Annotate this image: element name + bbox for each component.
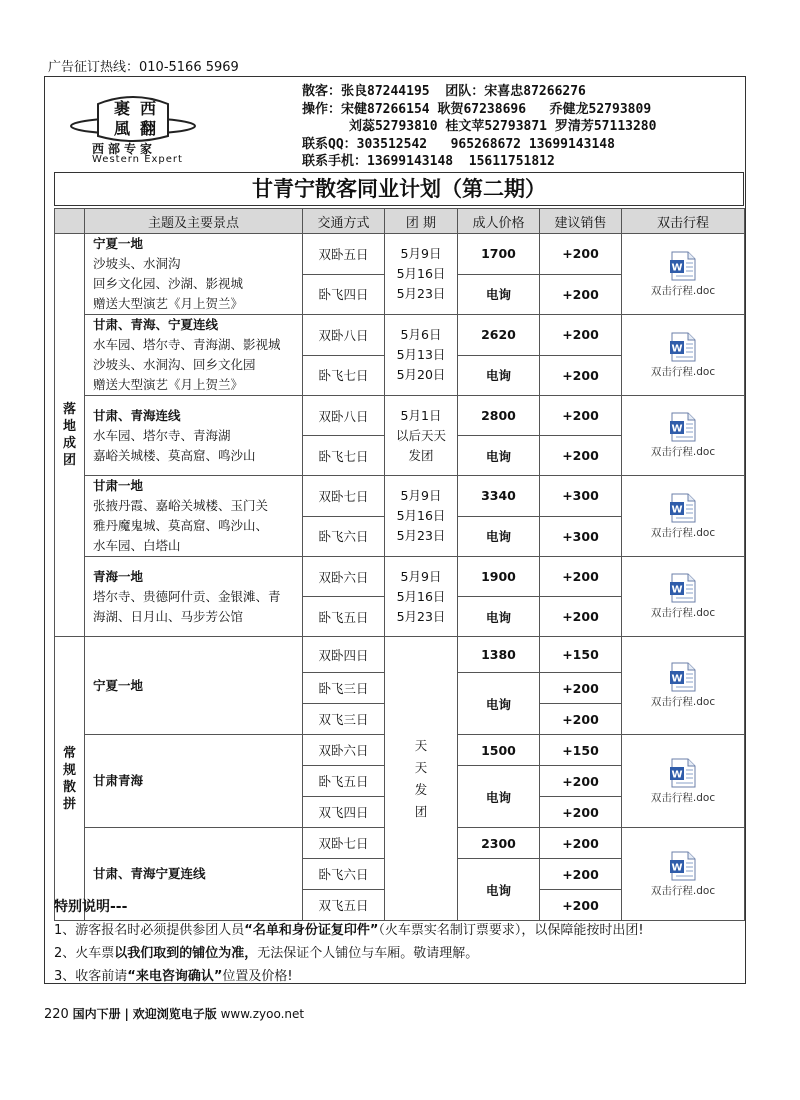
route-sights: 沙坡头、水洞沟 [93, 256, 181, 271]
transport-cell: 双卧七日 [303, 828, 385, 859]
suggested-sale-cell: +200 [540, 673, 622, 704]
daily-departure-char: 天 [414, 759, 428, 775]
daily-departure-char: 天 [414, 737, 428, 753]
itinerary-doc-link[interactable] [622, 315, 745, 396]
word-doc-icon [670, 851, 696, 881]
tour-dates [385, 315, 458, 396]
suggested-sale-cell: +200 [540, 234, 622, 275]
footer-divider: | [124, 1007, 129, 1021]
word-doc-icon [670, 251, 696, 281]
transport-cell: 双卧六日 [303, 557, 385, 597]
footer-url[interactable]: www.zyoo.net [220, 1007, 305, 1021]
transport-cell: 双卧八日 [303, 396, 385, 436]
itinerary-doc-filename: 双击行程.doc [650, 696, 716, 708]
svg-text:W: W [671, 862, 683, 873]
suggested-sale-cell: +200 [540, 797, 622, 828]
table-row [55, 476, 745, 517]
logo-seal-char: 裹 [114, 99, 131, 118]
word-doc-icon [670, 758, 696, 788]
suggested-sale-cell: +300 [540, 516, 622, 557]
table-row [55, 234, 745, 275]
special-notes [54, 896, 744, 988]
transport-cell: 双卧六日 [303, 735, 385, 766]
header-blank [55, 209, 85, 234]
suggested-sale-cell: +200 [540, 436, 622, 476]
price-cell: 电询 [458, 274, 540, 315]
contact-block [302, 83, 656, 171]
price-cell: 1500 [458, 735, 540, 766]
contact-line: 操作：宋健87266154 耿贺67238696 乔健龙52793809 [302, 101, 652, 117]
section-label-char: 团 [62, 453, 76, 468]
tour-date: 5月13日 [396, 347, 446, 362]
suggested-sale-cell: +300 [540, 476, 622, 517]
note-text: 2、火车票 [54, 946, 115, 961]
route-sights: 张掖丹霞、嘉峪关城楼、玉门关 [93, 498, 269, 513]
tour-date: 5月20日 [396, 367, 446, 382]
contact-line: 散客：张良87244195 团队：宋喜忠87266276 [302, 84, 586, 99]
table-row [55, 637, 745, 673]
route-sights: 嘉峪关城楼、莫高窟、鸣沙山 [93, 447, 256, 463]
route-name: 甘肃、青海连线 [93, 407, 181, 423]
section-label-char: 规 [62, 762, 76, 778]
tour-date: 5月9日 [400, 488, 442, 503]
section-label-char: 拼 [62, 796, 76, 812]
section-label-char: 常 [62, 745, 76, 761]
transport-cell: 双卧四日 [303, 637, 385, 673]
suggested-sale-cell: +150 [540, 637, 622, 673]
suggested-sale-cell: +200 [540, 597, 622, 637]
table-row [55, 315, 745, 356]
transport-cell: 卧飞六日 [303, 859, 385, 890]
route-sights: 沙坡头、水洞沟、回乡文化园 [93, 357, 256, 372]
price-cell: 1700 [458, 234, 540, 275]
header-itinerary: 双击行程 [622, 209, 745, 234]
svg-text:W: W [671, 262, 683, 273]
route-name: 甘肃、青海、宁夏连线 [93, 317, 219, 332]
price-cell: 2620 [458, 315, 540, 356]
tour-dates [385, 557, 458, 637]
svg-text:W: W [671, 673, 683, 685]
note-text: 无法保证个人铺位与车厢。敬请理解。 [257, 946, 479, 961]
logo-seal-char: 西 [140, 99, 157, 118]
route-sights: 赠送大型演艺《月上贺兰》 [93, 296, 244, 311]
section-label-char: 地 [62, 419, 76, 434]
transport-cell: 双卧七日 [303, 476, 385, 517]
transport-cell: 双飞三日 [303, 704, 385, 735]
note-text: （火车票实名制订票要求），以保障能按时出团! [378, 923, 644, 938]
word-doc-icon [670, 662, 696, 692]
route-topic [85, 476, 303, 557]
section-label [55, 234, 85, 637]
itinerary-doc-link[interactable] [622, 557, 745, 637]
logo-seal-char: 風 [114, 119, 131, 138]
route-name: 甘肃青海 [93, 773, 144, 788]
route-sights: 塔尔寺、贵德阿什贡、金银滩、青 [93, 588, 281, 604]
itinerary-doc-filename: 双击行程.doc [650, 365, 716, 378]
suggested-sale-cell: +200 [540, 315, 622, 356]
suggested-sale-cell: +200 [540, 355, 622, 396]
route-sights: 水车园、塔尔寺、青海湖、影视城 [93, 337, 281, 352]
tour-dates [385, 396, 458, 476]
note-text: 3、收客前请 [54, 969, 128, 984]
note-item [54, 919, 744, 942]
price-cell: 电询 [458, 597, 540, 637]
header-transport: 交通方式 [303, 209, 385, 234]
header-sale: 建议销售 [540, 209, 622, 234]
tour-date: 5月9日 [400, 568, 442, 584]
route-topic [85, 735, 303, 828]
brand-name-cn: 西部专家 [92, 142, 157, 156]
note-item [54, 942, 744, 965]
suggested-sale-cell: +150 [540, 735, 622, 766]
price-cell: 2300 [458, 828, 540, 859]
logo-seal-char: 翻 [140, 119, 157, 138]
route-name: 宁夏一地 [93, 677, 144, 693]
route-sights: 赠送大型演艺《月上贺兰》 [93, 377, 244, 392]
tour-date: 5月16日 [396, 508, 446, 523]
suggested-sale-cell: +200 [540, 890, 622, 921]
word-doc-icon [670, 412, 696, 442]
price-cell: 电询 [458, 766, 540, 828]
tour-date: 以后天天 [395, 427, 446, 443]
tour-dates [385, 476, 458, 557]
route-sights: 水车园、白塔山 [93, 538, 181, 553]
footer-section: 国内下册 [72, 1007, 121, 1021]
section-label [55, 637, 85, 921]
route-name: 甘肃、青海宁夏连线 [93, 866, 206, 881]
route-name: 宁夏一地 [93, 236, 144, 251]
transport-cell: 卧飞六日 [303, 516, 385, 557]
header-topic: 主题及主要景点 [85, 209, 303, 234]
plan-title: 甘青宁散客同业计划（第二期） [54, 172, 744, 206]
suggested-sale-cell: +200 [540, 766, 622, 797]
itinerary-doc-link[interactable] [622, 637, 745, 735]
itinerary-doc-filename: 双击行程.doc [650, 791, 716, 804]
note-emphasis: 以我们取到的铺位为准， [114, 946, 258, 961]
contact-line: 联系手机：13699143148 15611751812 [302, 154, 555, 170]
section-label-char: 散 [62, 779, 76, 795]
price-cell: 电询 [458, 516, 540, 557]
word-doc-icon [670, 493, 696, 523]
svg-text:W: W [671, 504, 683, 515]
tour-plan-table [54, 208, 745, 921]
suggested-sale-cell: +200 [540, 557, 622, 597]
itinerary-doc-filename: 双击行程.doc [650, 607, 716, 619]
transport-cell: 双飞五日 [303, 890, 385, 921]
itinerary-doc-filename: 双击行程.doc [650, 526, 716, 539]
price-cell: 1900 [458, 557, 540, 597]
table-header-row [55, 209, 745, 234]
svg-text:W: W [671, 769, 683, 780]
route-sights: 雅丹魔鬼城、莫高窟、鸣沙山、 [93, 518, 269, 533]
tour-date: 5月23日 [396, 528, 446, 543]
transport-cell: 卧飞七日 [303, 436, 385, 476]
transport-cell: 卧飞七日 [303, 355, 385, 396]
transport-cell: 双卧五日 [303, 234, 385, 275]
route-topic [85, 315, 303, 396]
note-text: 位置及价格! [222, 969, 293, 984]
word-doc-icon [670, 573, 696, 603]
route-topic [85, 637, 303, 735]
price-cell: 2800 [458, 396, 540, 436]
tour-date: 5月9日 [400, 246, 442, 261]
price-cell: 3340 [458, 476, 540, 517]
transport-cell: 双飞四日 [303, 797, 385, 828]
route-sights: 水车园、塔尔寺、青海湖 [93, 427, 231, 443]
price-cell: 1380 [458, 637, 540, 673]
notes-title: 特别说明--- [54, 899, 128, 915]
suggested-sale-cell: +200 [540, 704, 622, 735]
tour-date: 5月23日 [396, 608, 446, 624]
brand-name-en: Western Expert [92, 154, 183, 165]
word-doc-icon [670, 332, 696, 362]
tour-date: 5月16日 [396, 266, 446, 281]
transport-cell: 卧飞四日 [303, 274, 385, 315]
page-footer [44, 1005, 304, 1022]
route-name: 青海一地 [93, 568, 144, 584]
price-cell: 电询 [458, 436, 540, 476]
price-cell: 电询 [458, 355, 540, 396]
route-topic [85, 396, 303, 476]
suggested-sale-cell: +200 [540, 828, 622, 859]
suggested-sale-cell: +200 [540, 274, 622, 315]
contact-line: 联系QQ：303512542 965268672 13699143148 [302, 136, 615, 152]
itinerary-doc-link[interactable] [622, 396, 745, 476]
tour-date: 5月6日 [400, 327, 442, 342]
ad-hotline: 广告征订热线：010-5166 5969 [48, 60, 239, 75]
suggested-sale-cell: +200 [540, 859, 622, 890]
tour-date: 5月23日 [396, 286, 446, 301]
note-emphasis: “名单和身份证复印件” [244, 923, 379, 938]
page-number: 220 [44, 1007, 69, 1022]
svg-text:W: W [671, 423, 683, 435]
itinerary-doc-filename: 双击行程.doc [650, 884, 716, 897]
route-topic [85, 234, 303, 315]
section-label-char: 成 [62, 436, 76, 451]
suggested-sale-cell: +200 [540, 396, 622, 436]
tour-dates [385, 234, 458, 315]
tour-date: 5月1日 [400, 407, 442, 423]
transport-cell: 双卧八日 [303, 315, 385, 356]
transport-cell: 卧飞五日 [303, 766, 385, 797]
daily-departure-char: 发 [414, 781, 428, 797]
price-cell: 电询 [458, 859, 540, 921]
itinerary-doc-link[interactable] [622, 735, 745, 828]
route-name: 甘肃一地 [93, 478, 144, 493]
route-topic [85, 557, 303, 637]
section-label-char: 落 [62, 402, 76, 417]
daily-departure [385, 637, 458, 921]
note-emphasis: “来电咨询确认” [127, 969, 223, 984]
itinerary-doc-link[interactable] [622, 234, 745, 315]
note-text: 1、游客报名时必须提供参团人员 [54, 923, 245, 938]
table-row [55, 557, 745, 597]
itinerary-doc-filename: 双击行程.doc [650, 446, 716, 458]
route-sights: 海湖、日月山、马步芳公馆 [93, 608, 244, 624]
itinerary-doc-filename: 双击行程.doc [650, 284, 716, 297]
header-price: 成人价格 [458, 209, 540, 234]
transport-cell: 卧飞三日 [303, 673, 385, 704]
price-cell: 电询 [458, 673, 540, 735]
svg-text:W: W [671, 343, 683, 354]
note-item [54, 965, 744, 988]
table-row [55, 396, 745, 436]
transport-cell: 卧飞五日 [303, 597, 385, 637]
header-dates: 团 期 [385, 209, 458, 234]
tour-date: 5月16日 [396, 588, 446, 604]
route-sights: 回乡文化园、沙湖、影视城 [93, 276, 244, 291]
daily-departure-char: 团 [414, 803, 428, 819]
contact-line: 刘蕊52793810 桂文苹52793871 罗清芳57113280 [302, 119, 657, 135]
tour-date: 发团 [408, 447, 434, 463]
svg-text:W: W [671, 584, 683, 596]
footer-slogan: 欢迎浏览电子版 [132, 1007, 217, 1021]
itinerary-doc-link[interactable] [622, 476, 745, 557]
